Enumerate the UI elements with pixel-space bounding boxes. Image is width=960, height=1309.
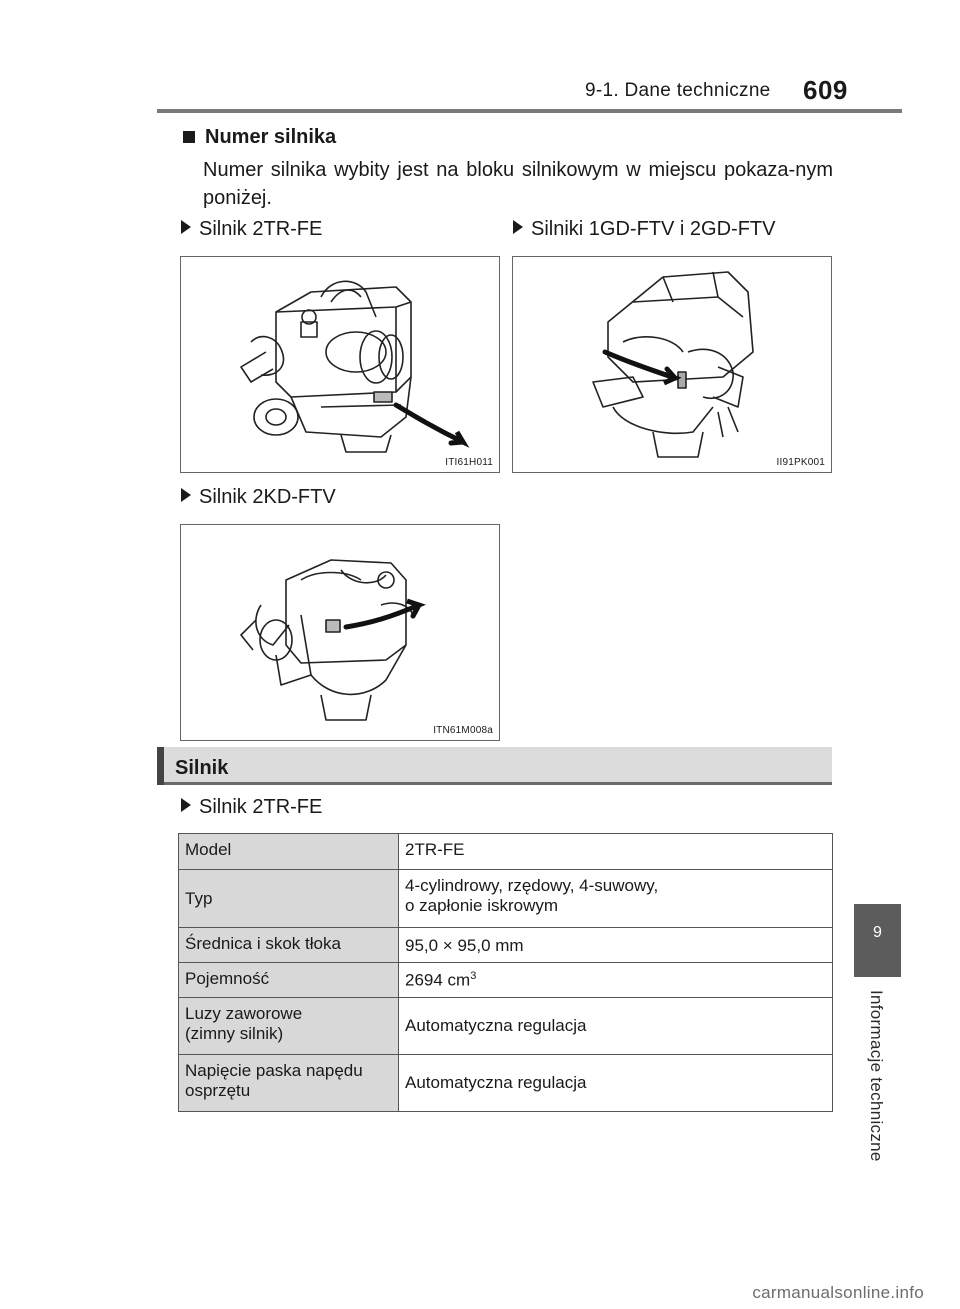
spec-key: Średnica i skok tłoka <box>179 928 399 963</box>
spec-value: 2694 $cm^3$ <box>399 963 833 998</box>
table-row <box>179 870 833 928</box>
triangle-bullet-icon <box>181 220 191 234</box>
spec-key: Luzy zaworowe (zimny silnik) <box>179 998 399 1055</box>
engine-spec-table <box>178 833 833 1112</box>
figure-engine-2tr-fe <box>180 256 500 473</box>
table-row <box>179 963 833 998</box>
spec-key: Typ <box>179 870 399 928</box>
table-row <box>179 834 833 870</box>
spec-value: 2TR-FE <box>399 834 833 870</box>
engine-illustration-icon <box>181 525 499 740</box>
spec-value: Automatyczna regulacja <box>399 998 833 1055</box>
engine-number-description: Numer silnika wybity jest na bloku silnikowym w miejscu pokaza-nym poniżej. <box>203 159 833 209</box>
spec-key: Pojemność <box>179 963 399 998</box>
figure-engine-2kd-ftv <box>180 524 500 741</box>
header-section-title: 9-1. Dane techniczne <box>585 80 771 101</box>
spec-key: Model <box>179 834 399 870</box>
figure-label-1gd-2gd: Silniki 1GD-FTV i 2GD-FTV <box>513 218 775 241</box>
figure-code: ITN61M008a <box>433 725 493 736</box>
section-title: Silnik <box>175 757 229 779</box>
header-rule <box>157 109 902 113</box>
watermark: carmanualsonline.info <box>752 1283 924 1302</box>
section-header-accent <box>157 747 164 785</box>
figure-label-2tr-fe: Silnik 2TR-FE <box>181 218 322 241</box>
table-row <box>179 998 833 1055</box>
spec-value: 4-cylindrowy, rzędowy, 4-suwowy, o zapłonie iskrowym <box>399 870 833 928</box>
figure-code: II91PK001 <box>776 457 825 468</box>
figure-engine-1gd-2gd <box>512 256 832 473</box>
page-number: 609 <box>803 75 848 105</box>
engine-number-heading: Numer silnika <box>205 126 337 148</box>
spec-value: Automatyczna regulacja <box>399 1055 833 1112</box>
engine-illustration-icon <box>513 257 831 472</box>
table-row <box>179 928 833 963</box>
triangle-bullet-icon <box>181 798 191 812</box>
spec-key: Napięcie paska napędu osprzętu <box>179 1055 399 1112</box>
section-header-bar <box>157 747 832 785</box>
square-bullet-icon <box>183 131 195 143</box>
figure-label-2kd-ftv: Silnik 2KD-FTV <box>181 486 336 509</box>
triangle-bullet-icon <box>513 220 523 234</box>
triangle-bullet-icon <box>181 488 191 502</box>
figure-code: ITI61H011 <box>445 457 493 468</box>
chapter-label: Informacje techniczne <box>867 990 886 1162</box>
spec-value: 95,0 × 95,0 mm <box>399 928 833 963</box>
chapter-number: 9 <box>873 924 882 941</box>
section-sublabel-2tr-fe: Silnik 2TR-FE <box>181 796 322 819</box>
engine-illustration-icon <box>181 257 499 472</box>
table-row <box>179 1055 833 1112</box>
